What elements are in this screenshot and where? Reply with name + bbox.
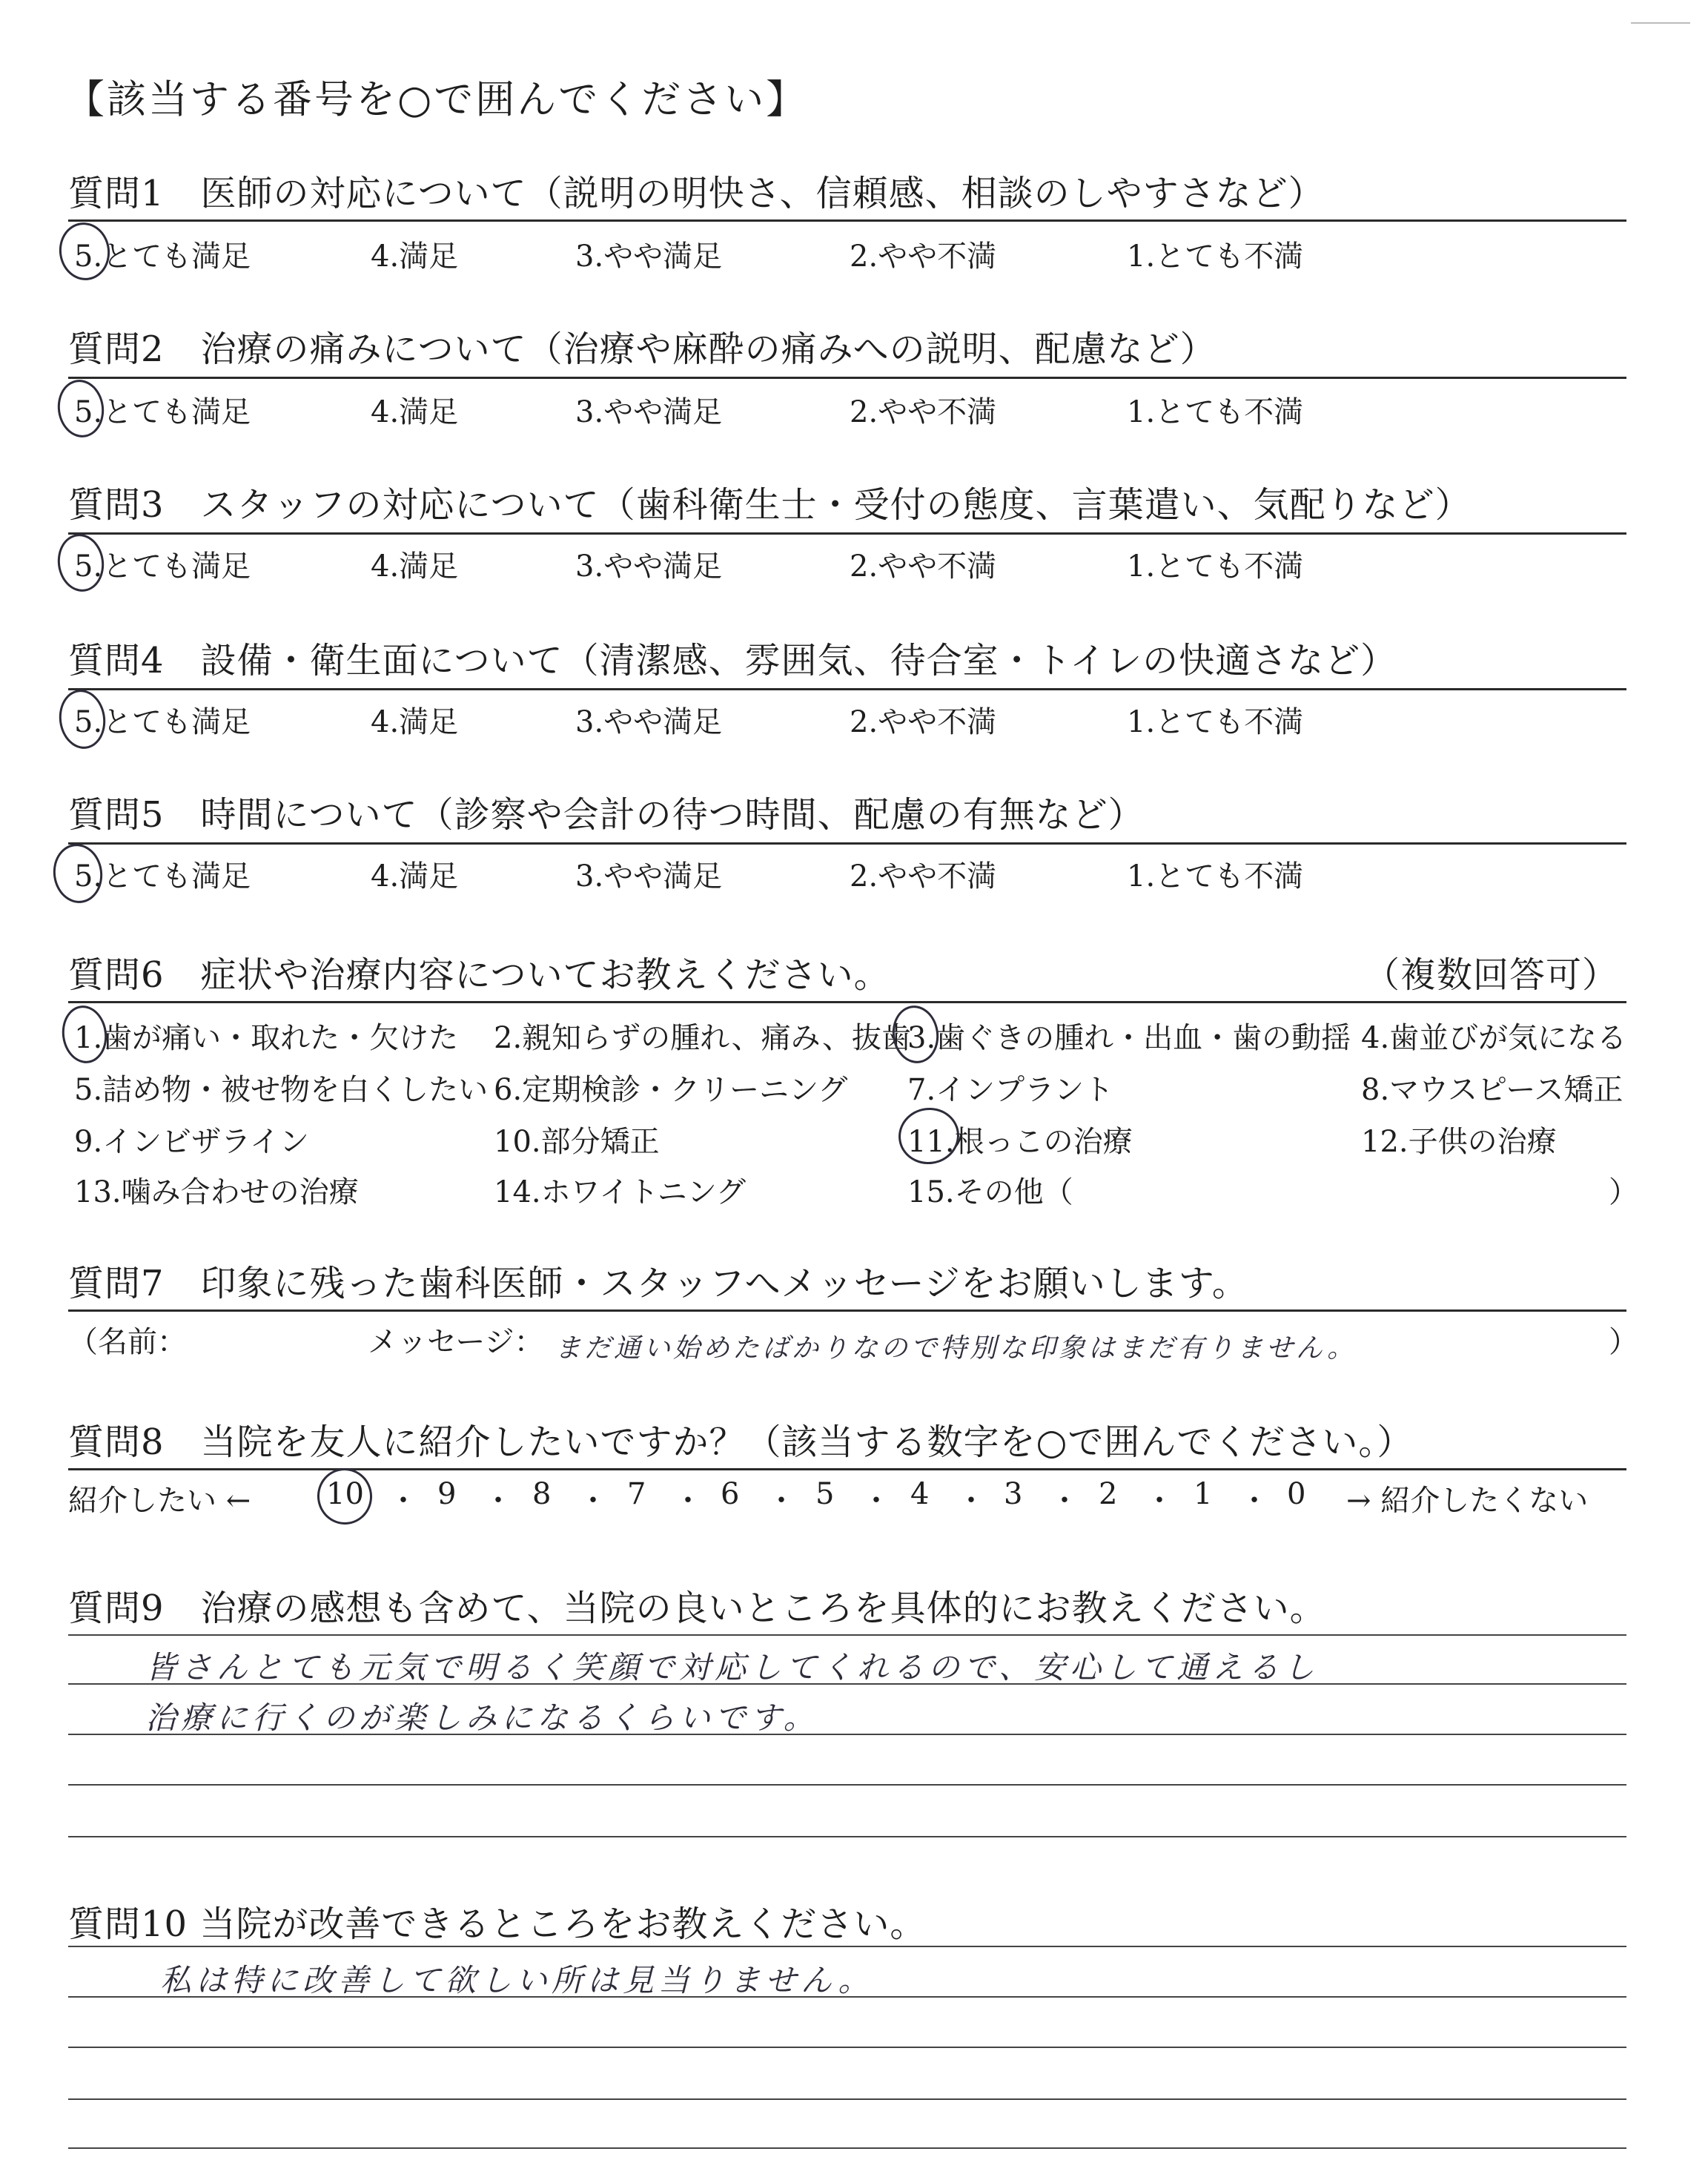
q1-option-5[interactable]: 5.とても満足 [74, 240, 251, 274]
q4-option-4[interactable]: 4.満足 [371, 705, 459, 739]
q7-close-paren: ） [1609, 1325, 1638, 1359]
q6-option-8[interactable]: 8.マウスピース矯正 [1361, 1073, 1623, 1107]
q1-option-4[interactable]: 4.満足 [371, 240, 459, 274]
q8-sep: ・ [956, 1484, 986, 1518]
q1-option-1[interactable]: 1.とても不満 [1127, 240, 1304, 274]
q6-option-15-close: ） [1609, 1175, 1638, 1209]
q3-option-5[interactable]: 5.とても満足 [74, 549, 251, 584]
q7-message-label: メッセージ： [368, 1325, 544, 1359]
q6-option-1[interactable]: 1.歯が痛い・取れた・欠けた [74, 1021, 459, 1055]
q8-scale-5[interactable]: 5 [815, 1477, 835, 1511]
question-4-title: 質問4 設備・衛生面について（清潔感、雰囲気、待合室・トイレの快適さなど） [68, 640, 1397, 681]
question-3-rule [68, 532, 1626, 535]
q3-option-2[interactable]: 2.やや不満 [850, 549, 997, 584]
q6-selection-circle-3 [889, 1003, 942, 1066]
q4-option-1[interactable]: 1.とても不満 [1127, 705, 1304, 739]
q10-line-4 [68, 2098, 1626, 2100]
q3-option-3[interactable]: 3.やや満足 [575, 549, 723, 584]
question-8-rule [68, 1468, 1626, 1470]
q3-option-1[interactable]: 1.とても不満 [1127, 549, 1304, 584]
q8-sep: ・ [578, 1484, 608, 1518]
q8-scale-8[interactable]: 8 [532, 1477, 552, 1511]
q8-sep: ・ [861, 1484, 891, 1518]
q8-selection-circle [314, 1464, 376, 1528]
question-5-title: 質問5 時間について（診察や会計の待つ時間、配慮の有無など） [68, 794, 1145, 836]
q5-option-1[interactable]: 1.とても不満 [1127, 859, 1304, 894]
q8-left-label: 紹介したい ← [68, 1484, 251, 1518]
q6-option-9[interactable]: 9.インビザライン [74, 1125, 309, 1159]
q6-option-5[interactable]: 5.詰め物・被せ物を白くしたい [74, 1073, 489, 1107]
q4-selection-circle [56, 687, 110, 752]
q8-sep: ・ [767, 1484, 796, 1518]
question-6-rule [68, 1001, 1626, 1003]
q6-option-3[interactable]: 3.歯ぐきの腫れ・出血・歯の動揺 [907, 1021, 1351, 1055]
q2-option-5[interactable]: 5.とても満足 [74, 395, 251, 429]
q3-option-4[interactable]: 4.満足 [371, 549, 459, 584]
q7-message-handwriting[interactable]: まだ通い始めたばかりなので特別な印象はまだ有りません。 [555, 1333, 1357, 1364]
question-7-title: 質問7 印象に残った歯科医師・スタッフへメッセージをお願いします。 [68, 1263, 1248, 1304]
q8-scale-2[interactable]: 2 [1099, 1477, 1118, 1511]
question-1-title: 質問1 医師の対応について（説明の明快さ、信頼感、相談のしやすさなど） [68, 173, 1325, 214]
q8-sep: ・ [483, 1484, 513, 1518]
q3-selection-circle [54, 531, 107, 595]
q2-selection-circle [54, 377, 107, 440]
question-2-title: 質問2 治療の痛みについて（治療や麻酔の痛みへの説明、配慮など） [68, 328, 1217, 370]
q8-right-label: → 紹介したくない [1346, 1484, 1589, 1518]
q2-option-4[interactable]: 4.満足 [371, 395, 459, 429]
q9-line-4 [68, 1784, 1626, 1786]
q10-line-3 [68, 2047, 1626, 2048]
question-5-rule [68, 842, 1626, 845]
page-title: 【該当する番号を○で囲んでください】 [65, 77, 808, 122]
q5-option-2[interactable]: 2.やや不満 [850, 859, 997, 894]
question-2-rule [68, 377, 1626, 379]
question-6-note: （複数回答可） [1364, 954, 1619, 996]
q7-name-label: （名前： [68, 1325, 187, 1359]
q2-option-2[interactable]: 2.やや不満 [850, 395, 997, 429]
question-3-title: 質問3 スタッフの対応について（歯科衛生士・受付の態度、言葉遣い、気配りなど） [68, 484, 1472, 526]
q6-option-10[interactable]: 10.部分矯正 [494, 1125, 660, 1159]
question-4-rule [68, 688, 1626, 690]
q8-scale-7[interactable]: 7 [627, 1477, 646, 1511]
q8-sep: ・ [388, 1484, 418, 1518]
q6-option-6[interactable]: 6.定期検診・クリーニング [494, 1073, 848, 1107]
q6-option-11[interactable]: 11.根っこの治療 [907, 1125, 1133, 1159]
q6-option-7[interactable]: 7.インプラント [907, 1073, 1114, 1107]
question-10-title: 質問10 当院が改善できるところをお教えください。 [68, 1903, 927, 1945]
q9-handwriting-line-1[interactable]: 皆さんとても元気で明るく笑顔で対応してくれるので、安心して通えるし [145, 1649, 1320, 1685]
q8-scale-4[interactable]: 4 [910, 1477, 930, 1511]
q4-option-2[interactable]: 2.やや不満 [850, 705, 997, 739]
q9-line-5 [68, 1836, 1626, 1837]
scan-edge-mark [1631, 22, 1690, 24]
question-1-rule [68, 219, 1626, 222]
q8-scale-3[interactable]: 3 [1004, 1477, 1023, 1511]
q8-scale-10[interactable]: 10 [326, 1477, 364, 1511]
q9-handwriting-line-2[interactable]: 治療に行くのが楽しみになるくらいです。 [145, 1700, 819, 1736]
q2-option-3[interactable]: 3.やや満足 [575, 395, 723, 429]
q8-scale-1[interactable]: 1 [1194, 1477, 1213, 1511]
q8-sep: ・ [1239, 1484, 1269, 1518]
q8-sep: ・ [673, 1484, 703, 1518]
q4-option-3[interactable]: 3.やや満足 [575, 705, 723, 739]
q5-option-5[interactable]: 5.とても満足 [74, 859, 251, 894]
q1-option-3[interactable]: 3.やや満足 [575, 240, 723, 274]
q10-line-5 [68, 2147, 1626, 2149]
q6-option-15[interactable]: 15.その他（ [907, 1175, 1073, 1209]
question-9-title: 質問9 治療の感想も含めて、当院の良いところを具体的にお教えください。 [68, 1588, 1326, 1629]
q10-line-1 [68, 1946, 1626, 1947]
q6-option-2[interactable]: 2.親知らずの腫れ、痛み、抜歯 [494, 1021, 911, 1055]
q1-option-2[interactable]: 2.やや不満 [850, 240, 997, 274]
q6-option-4[interactable]: 4.歯並びが気になる [1361, 1021, 1627, 1055]
q5-option-4[interactable]: 4.満足 [371, 859, 459, 894]
q8-sep: ・ [1050, 1484, 1079, 1518]
question-6-title: 質問6 症状や治療内容についてお教えください。 [68, 954, 890, 996]
q6-option-13[interactable]: 13.噛み合わせの治療 [74, 1175, 359, 1209]
q8-scale-0[interactable]: 0 [1287, 1477, 1306, 1511]
q4-option-5[interactable]: 5.とても満足 [74, 705, 251, 739]
question-7-rule [68, 1309, 1626, 1312]
q2-option-1[interactable]: 1.とても不満 [1127, 395, 1304, 429]
q8-sep: ・ [1145, 1484, 1174, 1518]
q8-scale-9[interactable]: 9 [437, 1477, 457, 1511]
q8-scale-6[interactable]: 6 [721, 1477, 740, 1511]
q9-line-1 [68, 1634, 1626, 1636]
q6-option-14[interactable]: 14.ホワイトニング [494, 1175, 747, 1209]
question-8-title: 質問8 当院を友人に紹介したいですか？（該当する数字を○で囲んでください。） [68, 1421, 1414, 1463]
q5-option-3[interactable]: 3.やや満足 [575, 859, 723, 894]
q5-selection-circle [50, 841, 106, 906]
q10-handwriting-line-1[interactable]: 私は特に改善して欲しい所は見当りません。 [160, 1962, 874, 1998]
q6-option-12[interactable]: 12.子供の治療 [1361, 1125, 1557, 1159]
